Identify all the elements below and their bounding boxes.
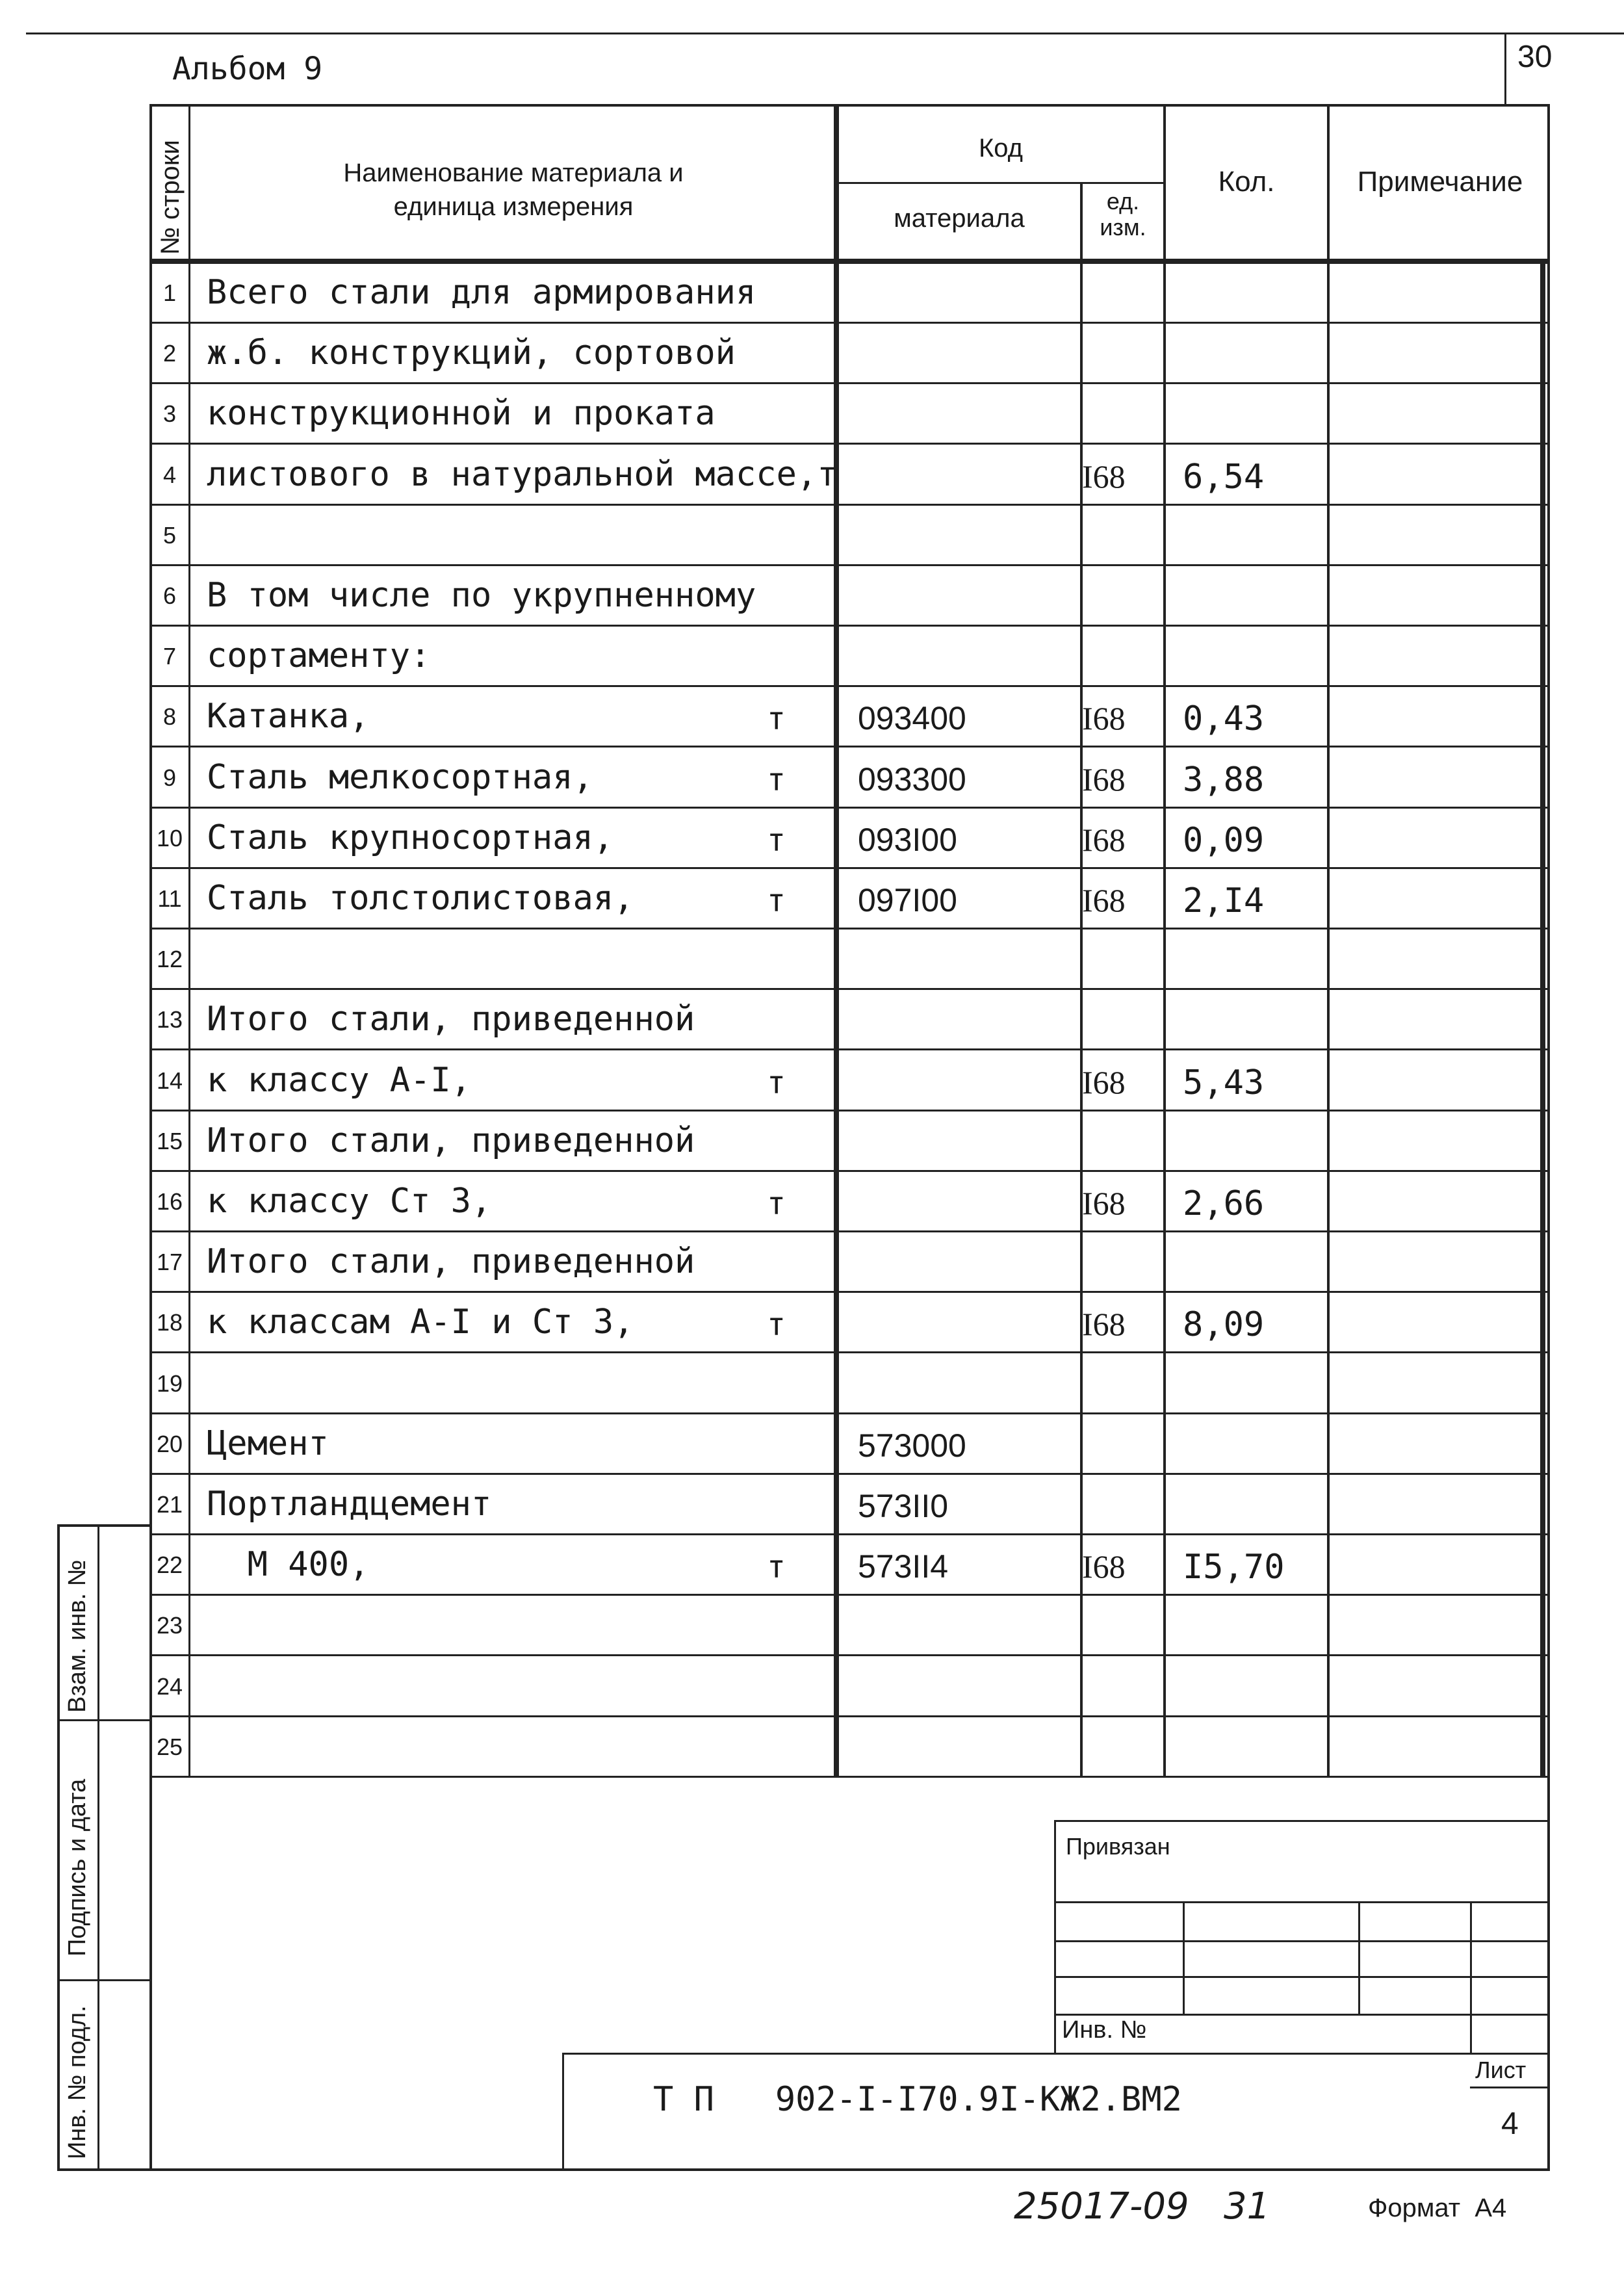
unit-code: I68 (1082, 700, 1126, 736)
header-name-line1: Наименование материала и (343, 159, 684, 187)
material-name: Сталь толстолистовая, (207, 879, 634, 918)
material-name: к классу А-I, (207, 1061, 471, 1100)
page-corner-number: 30 (1517, 40, 1553, 74)
material-name: Сталь мелкосортная, (207, 758, 593, 797)
unit-code: I68 (1082, 882, 1126, 918)
row-number: 1 (162, 280, 177, 306)
row-number: 5 (162, 522, 177, 549)
row-number: 23 (156, 1612, 183, 1639)
material-name: Катанка, (207, 697, 370, 736)
unit-t: т (767, 701, 786, 737)
header-code: Код (978, 134, 1023, 162)
quantity: 2,I4 (1183, 881, 1265, 920)
material-name: Портландцемент (207, 1485, 492, 1524)
material-code: 093300 (858, 761, 966, 798)
material-code: 093400 (858, 700, 966, 736)
material-name: сортаменту: (207, 636, 431, 675)
sheet-number: 4 (1501, 2107, 1519, 2141)
unit-code: I68 (1082, 1306, 1126, 1342)
row-number: 6 (162, 582, 177, 609)
material-name: к классам А-I и Ст 3, (207, 1303, 634, 1342)
quantity: 0,09 (1183, 821, 1265, 860)
album-label: Альбом 9 (172, 51, 323, 87)
row-number: 11 (157, 885, 182, 912)
unit-code: I68 (1082, 1548, 1126, 1585)
material-name: конструкционной и проката (207, 394, 715, 433)
unit-code: I68 (1082, 458, 1126, 495)
material-name: Всего стали для армирования (207, 273, 756, 312)
header-code-material: материала (894, 204, 1025, 233)
unit-code: I68 (1082, 761, 1126, 798)
material-code: 097I00 (858, 882, 957, 918)
material-code: 573II0 (858, 1488, 949, 1524)
row-number: 19 (156, 1370, 183, 1397)
sheet-label: Лист (1475, 2057, 1527, 2083)
material-code: 573000 (858, 1427, 966, 1464)
row-number: 4 (162, 462, 177, 488)
quantity: 2,66 (1183, 1184, 1265, 1223)
header-note: Примечание (1357, 166, 1523, 198)
unit-t: т (767, 762, 786, 798)
row-number: 18 (156, 1309, 183, 1336)
side-vzam-inv: Взам. инв. № (64, 1559, 91, 1713)
row-number: 25 (156, 1734, 183, 1760)
material-name: ж.б. конструкций, сортовой (207, 333, 736, 372)
unit-t: т (767, 1065, 786, 1101)
row-number: 8 (162, 703, 177, 730)
quantity: 5,43 (1183, 1063, 1265, 1102)
quantity: 0,43 (1183, 699, 1265, 738)
side-podpis-data: Подпись и дата (64, 1778, 91, 1956)
row-number: 9 (162, 764, 177, 791)
unit-t: т (767, 822, 786, 859)
material-name: к классу Ст 3, (207, 1182, 492, 1221)
privyazan-label: Привязан (1066, 1833, 1170, 1860)
row-number: 12 (156, 946, 183, 972)
unit-t: т (767, 1549, 786, 1585)
row-number: 7 (162, 643, 177, 670)
header-qty: Кол. (1218, 166, 1275, 198)
material-name: листового в натуральной массе,т (207, 455, 838, 494)
material-code: 573II4 (858, 1548, 949, 1585)
unit-t: т (767, 1306, 786, 1343)
row-number: 2 (162, 340, 177, 367)
unit-code: I68 (1082, 822, 1126, 858)
handwritten-number: 25017-09 31 (1014, 2185, 1270, 2228)
side-inv-podl: Инв. № подл. (64, 2005, 91, 2159)
row-number: 14 (156, 1067, 183, 1094)
format-label: Формат А4 (1368, 2194, 1507, 2222)
row-number: 15 (156, 1128, 183, 1154)
quantity: I5,70 (1183, 1548, 1285, 1587)
material-name: Цемент (207, 1424, 329, 1463)
row-number: 13 (156, 1006, 183, 1033)
row-number: 21 (156, 1491, 183, 1518)
material-name: Сталь крупносортная, (207, 818, 614, 857)
unit-code: I68 (1082, 1185, 1126, 1221)
header-code-unit-line2: изм. (1100, 214, 1146, 240)
material-name: Итого стали, приведенной (207, 1242, 695, 1281)
row-number: 3 (162, 400, 177, 427)
unit-code: I68 (1082, 1064, 1126, 1100)
header-code-unit-line1: ед. (1106, 188, 1140, 214)
row-number: 24 (156, 1673, 183, 1700)
quantity: 3,88 (1183, 760, 1265, 800)
document-code: Т П 902-I-I70.9I-КЖ2.ВМ2 (653, 2080, 1182, 2119)
row-number: 17 (156, 1249, 183, 1275)
row-number: 10 (156, 825, 183, 852)
inv-no-label: Инв. № (1062, 2016, 1147, 2044)
row-number: 16 (156, 1188, 183, 1215)
material-code: 093I00 (858, 822, 957, 858)
material-name: Итого стали, приведенной (207, 1000, 695, 1039)
header-row-number: № строки (156, 140, 185, 255)
material-name: М 400, (207, 1545, 370, 1584)
header-name-line2: единица измерения (393, 192, 634, 221)
row-number: 22 (156, 1552, 183, 1578)
quantity: 8,09 (1183, 1305, 1265, 1344)
quantity: 6,54 (1183, 458, 1265, 497)
material-name: Итого стали, приведенной (207, 1121, 695, 1160)
unit-t: т (767, 1186, 786, 1222)
unit-t: т (767, 883, 786, 919)
row-number: 20 (156, 1431, 183, 1457)
material-name: В том числе по укрупненному (207, 576, 756, 615)
